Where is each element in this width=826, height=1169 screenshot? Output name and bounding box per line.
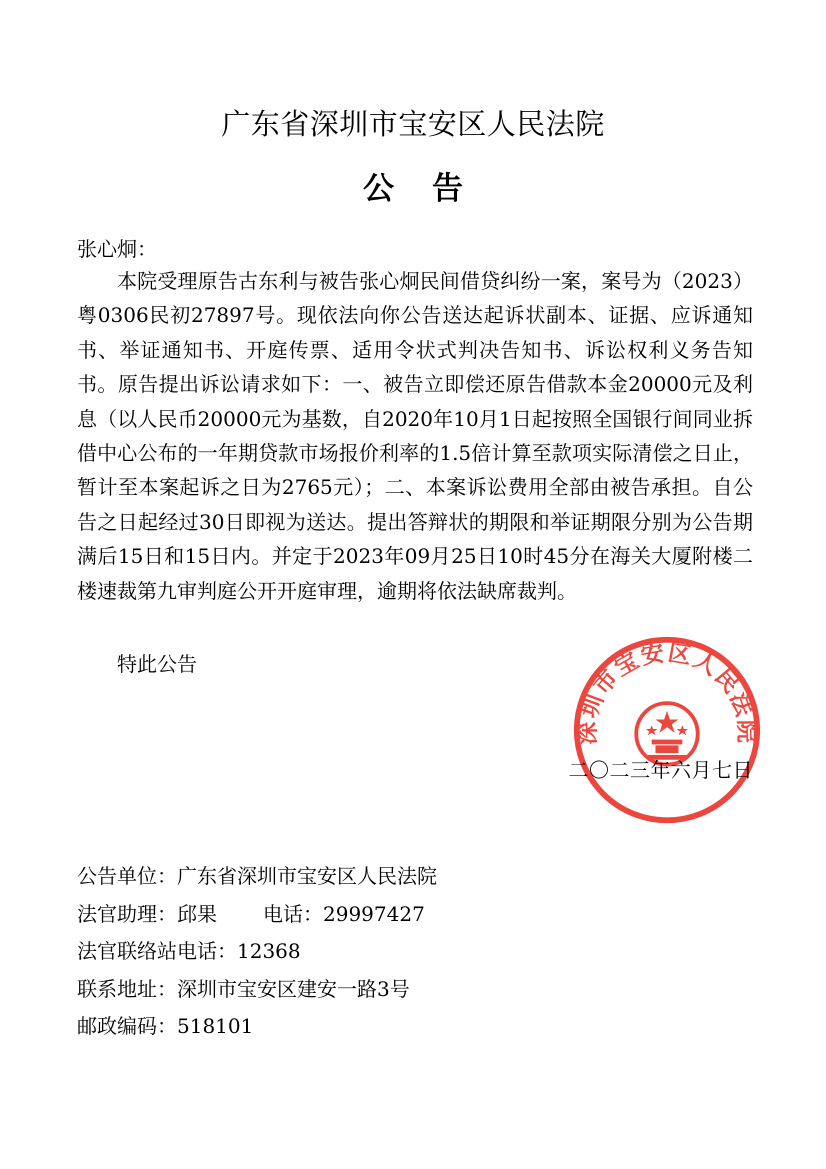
station-phone-value: 12368	[237, 939, 301, 963]
notice-title: 公告	[363, 171, 501, 207]
notice-date: 二〇二三年六月七日	[568, 758, 753, 782]
phone-label: 电话：	[263, 901, 323, 926]
court-name: 广东省深圳市宝安区人民法院	[221, 107, 605, 141]
publisher-row	[77, 858, 437, 896]
contact-info	[77, 858, 437, 1046]
assistant-row	[77, 896, 437, 934]
court-seal	[568, 634, 763, 826]
postcode-value: 518101	[177, 1014, 254, 1038]
publisher-value: 广东省深圳市宝安区人民法院	[177, 864, 437, 888]
assistant-name: 邱果	[177, 901, 217, 926]
phone-value: 29997427	[323, 901, 425, 926]
seal-text: 深圳市宝安区人民法院	[574, 640, 760, 745]
closing-phrase: 特此公告	[117, 652, 197, 676]
station-phone-label: 法官联络站电话：	[77, 939, 237, 963]
address-row	[77, 971, 437, 1009]
publisher-label: 公告单位：	[77, 864, 177, 888]
notice-body: 本院受理原告古东利与被告张心炯民间借贷纠纷一案，案号为（2023）粤0306民初27897号。现依法向你公告送达起诉状副本、证据、应诉通知书、举证通知书、开庭传票、适用令状式判决告知书、诉讼权利义务告知书。原告提出诉讼请求如下：一、被告立即偿还原告借款本金20000元及利息（以人民币20000元为基数，自2020年10月1日起按照全国银行间同业拆借中心公布的一年期贷款市场报价利率的1.5倍计算至款项实际清偿之日止，暂计至本案起诉之日为2765元）；二、本案诉讼费用全部由被告承担。自公告之日起经过30日即视为送达。提出答辩状的期限和举证期限分别为公告期满后15日和15日内。并定于2023年09月25日10时45分在海关大厦附楼二楼速裁第九审判庭公开开庭审理，逾期将依法缺席裁判。	[77, 269, 753, 603]
station-phone-row	[77, 933, 437, 971]
addressee: 张心炯：	[77, 237, 157, 261]
address-label: 联系地址：	[77, 976, 177, 1001]
postcode-row	[77, 1008, 437, 1046]
postcode-label: 邮政编码：	[77, 1014, 177, 1038]
assistant-label: 法官助理：	[77, 901, 177, 926]
address-value: 深圳市宝安区建安一路3号	[177, 976, 410, 1001]
